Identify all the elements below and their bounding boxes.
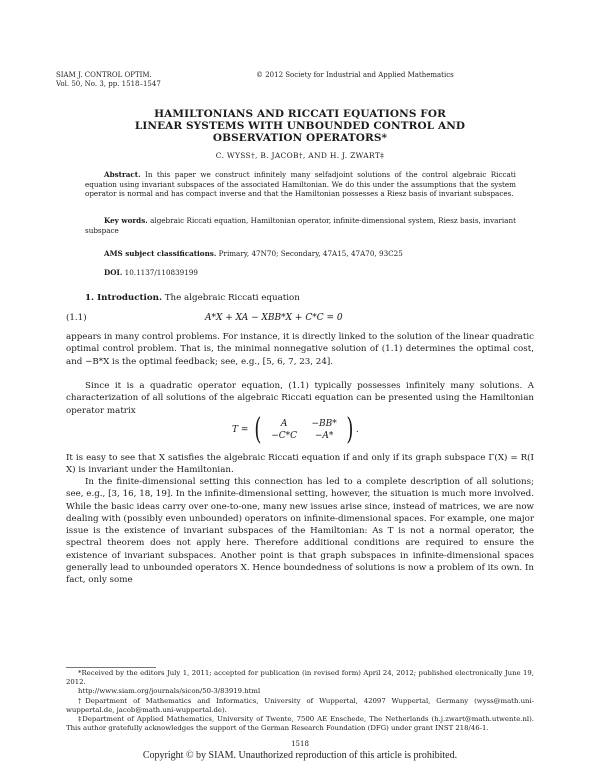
copyright-footer: Copyright © by SIAM. Unauthorized reproduction of this article is prohibited.	[142, 750, 458, 761]
keywords-text: algebraic Riccati equation, Hamiltonian operator, infinite-dimensional system, Riesz basis, invariant subspace	[85, 216, 516, 235]
paper-title	[60, 108, 540, 144]
paragraph: It is easy to see that X satisfies the algebraic Riccati equation if and only if its graph subspace Γ(X) = R(I X) is invariant under the Hamiltonian.	[66, 453, 534, 476]
journal-name: SIAM J. CONTROL OPTIM.	[56, 71, 152, 79]
doi	[85, 268, 516, 278]
footnote: †Department of Mathematics and Informatics, University of Wuppertal, 42097 Wuppertal, Germany (wyss@math.uni-wuppertal.de, jacob@math.uni-wuppertal.de).	[66, 697, 534, 714]
abstract-label: Abstract.	[104, 170, 141, 179]
abstract	[85, 170, 516, 199]
title-line: LINEAR SYSTEMS WITH UNBOUNDED CONTROL AND	[134, 120, 466, 132]
keywords-label: Key words.	[104, 216, 148, 225]
footnote: ‡Department of Applied Mathematics, University of Twente, 7500 AE Enschede, The Netherlands (h.j.zwart@math.utwente.nl). This author gratefully acknowledges the support of the German Research Foundation (DFG) under grant INST 218/46-1.	[66, 715, 534, 732]
ams-text: Primary, 47N70; Secondary, 47A15, 47A70, 93C25	[218, 249, 403, 258]
title-line: OBSERVATION OPERATORS*	[212, 132, 388, 144]
journal-volume: Vol. 50, No. 3, pp. 1518–1547	[56, 80, 161, 88]
footnote-link: http://www.siam.org/journals/sicon/50-3/83919.html	[78, 687, 261, 695]
abstract-text: In this paper we construct infinitely many selfadjoint solutions of the control algebraic Riccati equation using invariant subspaces of the associated Hamiltonian. We do this under the assumptions that the system operator is normal and has compact inverse and that the Hamiltonian possesses a Riesz basis of invariant subspaces.	[85, 170, 516, 199]
matrix-end: .	[355, 425, 359, 435]
ams-classification	[85, 249, 516, 259]
footnote-rule	[66, 667, 156, 668]
footnote: *Received by the editors July 1, 2011; accepted for publication (in revised form) April 24, 2012; published electronically June 19, 2012.	[66, 669, 534, 686]
matrix-entry: −BB*	[311, 419, 337, 429]
matrix-grid	[264, 419, 344, 441]
right-paren: )	[346, 412, 354, 447]
section-title: 1. Introduction.	[85, 293, 162, 303]
ams-label: AMS subject classifications.	[104, 249, 217, 258]
left-paren: (	[254, 412, 262, 447]
matrix-entry: −C*C	[271, 431, 298, 441]
doi-text: 10.1137/110839199	[124, 268, 198, 277]
section-heading	[66, 292, 534, 304]
paragraph: Since it is a quadratic operator equation, (1.1) typically possesses infinitely many solutions. A characterization of all solutions of the algebraic Riccati equation can be presented using the Hamiltonian operator matrix	[66, 381, 534, 416]
page-number: 1518	[291, 740, 309, 748]
title-line: HAMILTONIANS AND RICCATI EQUATIONS FOR	[154, 108, 446, 120]
riccati-equation: A*X + XA − XBB*X + C*C = 0	[205, 313, 343, 323]
keywords	[85, 216, 516, 235]
equation-number: (1.1)	[66, 313, 87, 323]
section-lead: The algebraic Riccati equation	[164, 293, 300, 303]
journal-header	[56, 71, 161, 89]
paragraph: appears in many control problems. For instance, it is directly linked to the solution of the linear quadratic optimal control problem. That is, the minimal nonnegative solution of (1.1) determines the optimal cost, and −B*X is the optimal feedback; see, e.g., [5, 6, 7, 23, 24].	[66, 332, 534, 367]
doi-label: DOI.	[104, 268, 123, 277]
header-copyright: © 2012 Society for Industrial and Applied Mathematics	[256, 71, 454, 79]
hamiltonian-matrix	[232, 412, 359, 447]
matrix-lhs: T =	[232, 425, 249, 435]
matrix-entry: −A*	[314, 431, 334, 441]
author-list: C. WYSS†, B. JACOB†, AND H. J. ZWART‡	[215, 151, 385, 160]
matrix-entry: A	[280, 419, 288, 429]
paragraph: In the finite-dimensional setting this connection has led to a complete description of all solutions; see, e.g., [3, 16, 18, 19]. In the infinite-dimensional setting, however, the situation is much more involved. While the basic ideas carry over one-to-one, many new issues arise since, instead of matrices, we are now dealing with (possibly even unbounded) operators on infinite-dimensional spaces. For example, one major issue is the existence of invariant subspaces of the Hamiltonian: As T is not a normal operator, the spectral theorem does not apply here. Therefore additional conditions are required to ensure the existence of invariant subspaces. Another point is that graph subspaces in infinite-dimensional spaces generally lead to unbounded operators X. Hence boundedness of solutions is now a problem of its own. In fact, only some	[66, 477, 534, 586]
